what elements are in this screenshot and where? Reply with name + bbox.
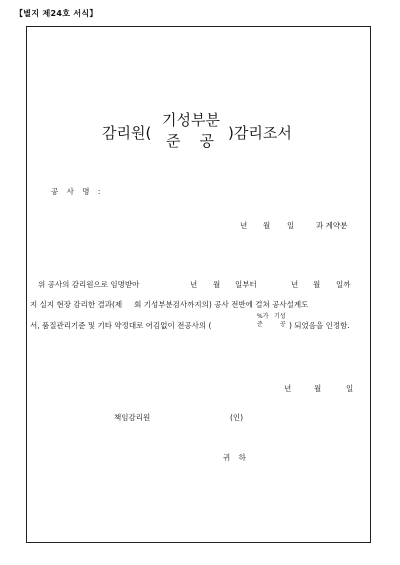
addressee: 귀 하 bbox=[223, 453, 249, 462]
title-stacked-bottom: 준 공 bbox=[166, 132, 215, 150]
inline-stack-top-a: %가 bbox=[257, 313, 269, 320]
body-line1-month: 월 bbox=[213, 280, 221, 289]
date-month: 월 bbox=[314, 384, 322, 393]
date-year: 년 bbox=[284, 384, 292, 393]
body-line1-month2: 월 bbox=[313, 280, 321, 289]
form-number-tag: 【별지 제24호 서식】 bbox=[15, 9, 98, 18]
supervisor-role: 책임감리원 bbox=[114, 413, 151, 422]
contract-label: 과 계약분 bbox=[316, 221, 348, 230]
inline-stack-top-b: 기성 bbox=[274, 313, 286, 320]
inline-stack-bottom-b: 공 bbox=[280, 321, 286, 328]
contract-year: 년 bbox=[240, 221, 248, 230]
project-name-label: 공 사 명 : bbox=[51, 187, 104, 196]
contract-month: 월 bbox=[263, 221, 271, 230]
body-line3-ending: ) 되었음을 인정함. bbox=[289, 321, 350, 330]
title-stacked-top: 기성부분 bbox=[162, 111, 220, 129]
body-line1-year2: 년 bbox=[291, 280, 299, 289]
body-line1-year: 년 bbox=[190, 280, 198, 289]
title-suffix: )감리조서 bbox=[228, 124, 292, 142]
seal-mark: (인) bbox=[230, 413, 244, 422]
body-line1-text: 위 공사의 감리원으로 임명받아 bbox=[38, 280, 140, 289]
inline-stack-bottom-a: 준 bbox=[257, 321, 263, 328]
date-day: 일 bbox=[346, 384, 354, 393]
body-line1-from: 일부터 bbox=[235, 280, 257, 289]
body-line3-text: 서, 품질관리기준 및 기타 약정대로 어김없이 전공사의 ( bbox=[30, 321, 212, 330]
title-prefix: 감리원( bbox=[102, 124, 152, 142]
body-line2-text: 지 실지 현장 감리한 결과(제 회 기성부분검사까지의) 공사 전반에 걸쳐 공사설계도 bbox=[30, 300, 309, 309]
body-line1-until: 일까 bbox=[336, 280, 351, 289]
contract-day: 일 bbox=[287, 221, 295, 230]
